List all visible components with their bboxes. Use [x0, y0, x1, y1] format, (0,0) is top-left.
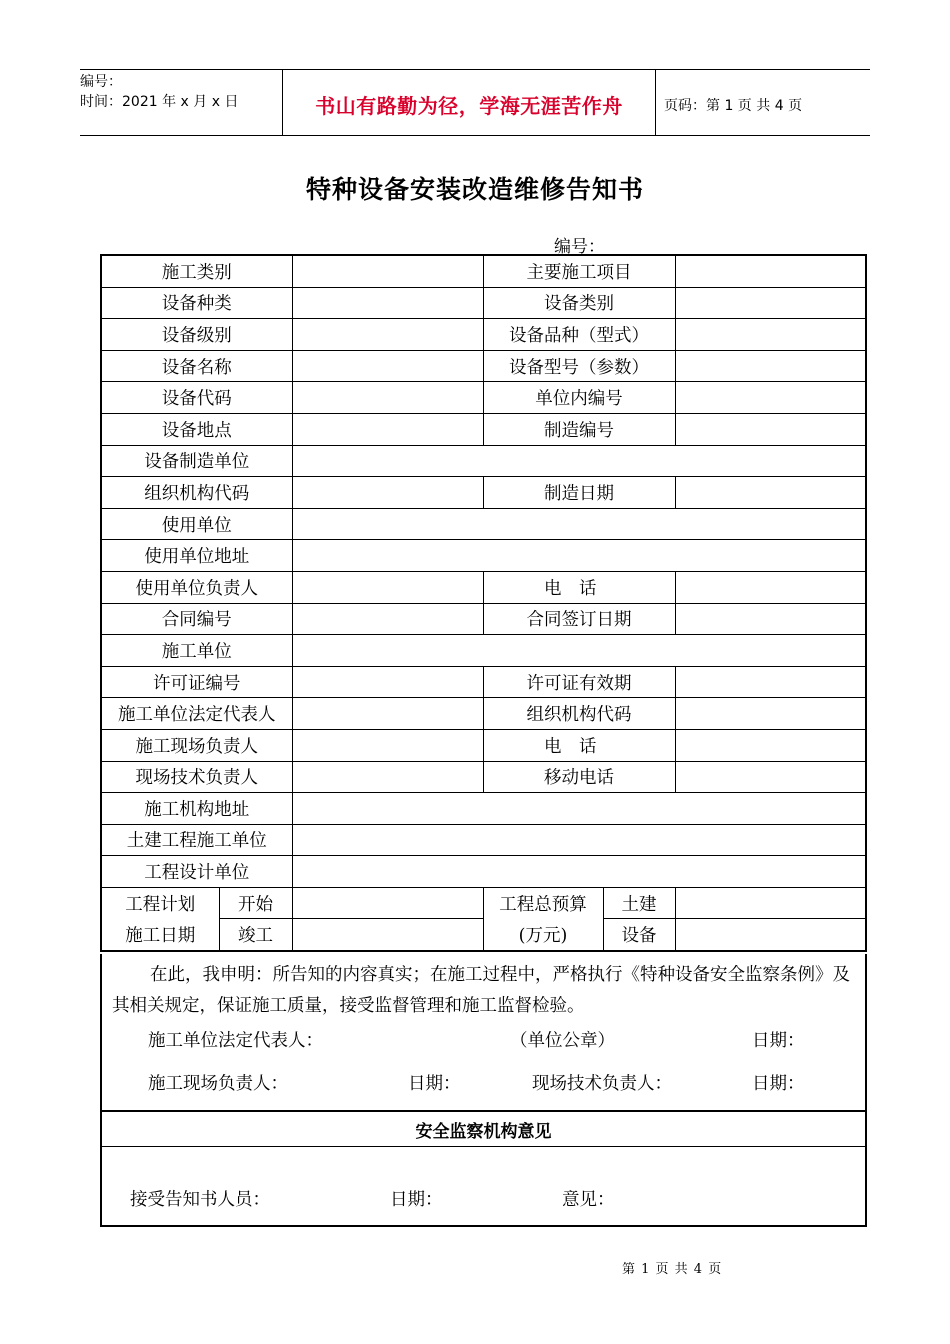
form-row: [101, 635, 866, 667]
form-row: [101, 793, 866, 825]
label-org-code-2: 组织机构代码: [483, 698, 675, 730]
field-equipment-budget[interactable]: [675, 919, 866, 951]
field-civil-budget[interactable]: [675, 887, 866, 919]
field-equipment-kind[interactable]: [292, 287, 483, 319]
label-design-unit: 工程设计单位: [101, 856, 292, 888]
field-main-project[interactable]: [675, 255, 866, 287]
form-serial-label: 编号：: [554, 237, 605, 257]
date-label: 日期：: [752, 1074, 805, 1094]
label-internal-number: 单位内编号: [483, 382, 675, 414]
form-row: [101, 571, 866, 603]
label-equipment-kind: 设备种类: [101, 287, 292, 319]
date-label: 日期：: [408, 1074, 461, 1094]
header-motto: 书山有路勤为径，学海无涯苦作舟: [315, 94, 623, 118]
field-contract-date[interactable]: [675, 603, 866, 635]
declaration-text: 在此，我申明：所告知的内容真实；在施工过程中，严格执行《特种设备安全监察条例》及其相关规定，保证施工质量，接受监督管理和施工监督检验。: [112, 965, 850, 1016]
label-civil: 土建: [603, 887, 675, 919]
label-contract-date: 合同签订日期: [483, 603, 675, 635]
field-equipment-location[interactable]: [292, 413, 483, 445]
field-manufacture-date[interactable]: [675, 477, 866, 509]
date-label: 日期：: [752, 1031, 805, 1051]
opinion-date-label: 日期：: [390, 1190, 443, 1210]
field-equipment-grade[interactable]: [292, 319, 483, 351]
label-user-manager: 使用单位负责人: [101, 571, 292, 603]
label-equipment-model: 设备型号（参数）: [483, 350, 675, 382]
form-row: [101, 508, 866, 540]
label-start: 开始: [219, 887, 292, 919]
form-row: [101, 350, 866, 382]
field-manufacturer[interactable]: [292, 445, 866, 477]
form-row: [101, 287, 866, 319]
field-user-unit[interactable]: [292, 508, 866, 540]
label-equipment-grade: 设备级别: [101, 319, 292, 351]
label-end: 竣工: [219, 919, 292, 951]
form-row: [101, 761, 866, 793]
page-footer: 第 1 页 共 4 页: [622, 1262, 723, 1277]
label-manufacture-number: 制造编号: [483, 413, 675, 445]
field-license-validity[interactable]: [675, 666, 866, 698]
label-construction-address: 施工机构地址: [101, 793, 292, 825]
seal-label: （单位公章）: [510, 1031, 615, 1051]
form-row: [101, 698, 866, 730]
form-row: [101, 603, 866, 635]
label-user-unit: 使用单位: [101, 508, 292, 540]
form-row: [101, 919, 866, 951]
header-serial: 编号：: [80, 74, 122, 90]
field-contract-number[interactable]: [292, 603, 483, 635]
field-phone[interactable]: [675, 571, 866, 603]
field-civil-contractor[interactable]: [292, 824, 866, 856]
field-design-unit[interactable]: [292, 856, 866, 888]
label-site-manager: 施工现场负责人: [101, 729, 292, 761]
label-tech-manager: 现场技术负责人: [101, 761, 292, 793]
label-license-validity: 许可证有效期: [483, 666, 675, 698]
field-equipment-category[interactable]: [675, 287, 866, 319]
opinion-label: 意见：: [562, 1190, 615, 1210]
field-user-address[interactable]: [292, 540, 866, 572]
field-construction-type[interactable]: [292, 255, 483, 287]
declaration-section: [100, 954, 867, 1130]
form-row: [101, 413, 866, 445]
form-row: [101, 319, 866, 351]
site-manager-label: 施工现场负责人：: [148, 1074, 288, 1094]
header-time: 时间：2021 年 x 月 x 日: [80, 94, 239, 110]
label-equipment-location: 设备地点: [101, 413, 292, 445]
field-equipment-name[interactable]: [292, 350, 483, 382]
field-manufacture-number[interactable]: [675, 413, 866, 445]
field-legal-representative[interactable]: [292, 698, 483, 730]
form-row: [101, 540, 866, 572]
field-user-manager[interactable]: [292, 571, 483, 603]
field-tech-manager[interactable]: [292, 761, 483, 793]
field-end-date[interactable]: [292, 919, 483, 951]
label-phone-2: 电话: [483, 729, 675, 761]
label-equipment-code: 设备代码: [101, 382, 292, 414]
page-header: [80, 69, 870, 136]
label-phone: 电话: [483, 571, 675, 603]
field-phone-2[interactable]: [675, 729, 866, 761]
label-plan-bottom: 施工日期: [101, 919, 219, 951]
label-org-code: 组织机构代码: [101, 477, 292, 509]
label-legal-representative: 施工单位法定代表人: [101, 698, 292, 730]
label-contract-number: 合同编号: [101, 603, 292, 635]
field-org-code[interactable]: [292, 477, 483, 509]
header-page-info: 页码：第 1 页 共 4 页: [664, 97, 803, 114]
notification-form-table: [100, 254, 867, 952]
label-main-project: 主要施工项目: [483, 255, 675, 287]
label-civil-contractor: 土建工程施工单位: [101, 824, 292, 856]
label-license-number: 许可证编号: [101, 666, 292, 698]
opinion-heading: 安全监察机构意见: [102, 1112, 865, 1147]
label-user-address: 使用单位地址: [101, 540, 292, 572]
label-manufacturer: 设备制造单位: [101, 445, 292, 477]
form-row: [101, 856, 866, 888]
form-row: [101, 477, 866, 509]
form-row: [101, 824, 866, 856]
label-plan-top: 工程计划: [101, 887, 219, 919]
document-title: 特种设备安装改造维修告知书: [305, 175, 644, 204]
field-org-code-2[interactable]: [675, 698, 866, 730]
field-license-number[interactable]: [292, 666, 483, 698]
tech-manager-label: 现场技术负责人：: [532, 1074, 672, 1094]
label-manufacture-date: 制造日期: [483, 477, 675, 509]
header-divider: [655, 70, 656, 135]
legal-rep-label: 施工单位法定代表人：: [148, 1031, 323, 1051]
form-row: [101, 445, 866, 477]
label-budget-bottom: (万元): [483, 919, 603, 951]
field-equipment-variety[interactable]: [675, 319, 866, 351]
header-meta: [80, 70, 282, 137]
label-equipment-variety: 设备品种（型式）: [483, 319, 675, 351]
field-start-date[interactable]: [292, 887, 483, 919]
field-equipment-model[interactable]: [675, 350, 866, 382]
form-row: [101, 887, 866, 919]
label-budget-top: 工程总预算: [483, 887, 603, 919]
label-mobile: 移动电话: [483, 761, 675, 793]
form-row: [101, 666, 866, 698]
form-row: [101, 255, 866, 287]
supervision-opinion-section: [100, 1110, 867, 1227]
form-row: [101, 729, 866, 761]
field-internal-number[interactable]: [675, 382, 866, 414]
field-equipment-code[interactable]: [292, 382, 483, 414]
field-construction-unit[interactable]: [292, 635, 866, 667]
label-equipment-category: 设备类别: [483, 287, 675, 319]
label-construction-type: 施工类别: [101, 255, 292, 287]
form-row: [101, 382, 866, 414]
label-construction-unit: 施工单位: [101, 635, 292, 667]
field-site-manager[interactable]: [292, 729, 483, 761]
field-mobile[interactable]: [675, 761, 866, 793]
label-equipment: 设备: [603, 919, 675, 951]
receiver-label: 接受告知书人员：: [130, 1190, 270, 1210]
field-construction-address[interactable]: [292, 793, 866, 825]
label-equipment-name: 设备名称: [101, 350, 292, 382]
